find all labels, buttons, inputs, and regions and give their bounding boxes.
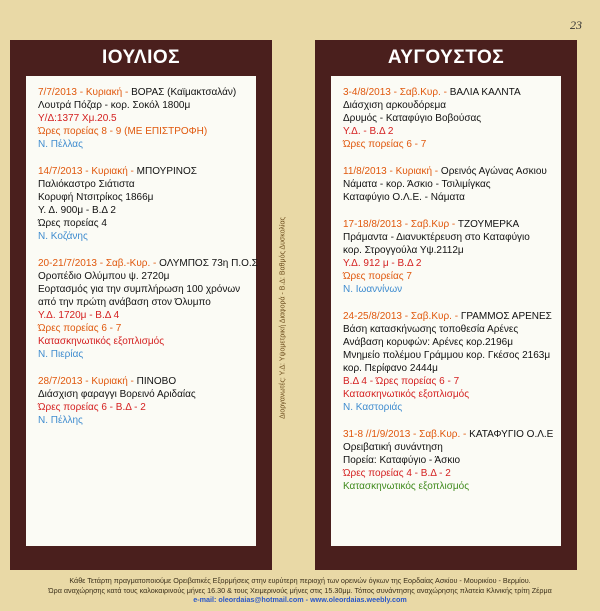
event-date: 31-8 //1/9/2013 - Σαβ.Κυρ. bbox=[343, 429, 461, 440]
event-heading bbox=[343, 86, 551, 99]
event-detail: Ν. Πιερίας bbox=[38, 349, 84, 360]
event-detail: Υ.Δ. 1720μ - Β.Δ 4 bbox=[38, 310, 120, 321]
event-detail: Διάσχιση αρκουδόρεμα bbox=[343, 100, 447, 111]
event-separator: - bbox=[451, 311, 461, 322]
event-detail: κορ. Στρογγούλα Υψ.2112μ bbox=[343, 245, 464, 256]
event-separator: - bbox=[449, 219, 458, 230]
footer-contact: e-mail: oleordaias@hotmail.com - www.oleordaias.weebly.com bbox=[193, 595, 407, 604]
event-detail: Β.Δ 4 - Ώρες πορείας 6 - 7 bbox=[343, 376, 460, 387]
event-destination: ΚΑΤΑΦΥΓΙΟ Ο.Λ.Ε bbox=[469, 429, 554, 440]
event-destination: Ορεινός Αγώνας Ασκιου bbox=[440, 166, 547, 177]
july-header: ΙΟΥΛΙΟΣ bbox=[101, 47, 181, 68]
august-event bbox=[343, 310, 551, 414]
july-event bbox=[38, 257, 258, 361]
event-destination: ΒΑΛΙΑ ΚΑΛΝΤΑ bbox=[449, 87, 521, 98]
event-detail: Ώρες πορείας 4 bbox=[38, 218, 107, 229]
event-date: 11/8/2013 - Κυριακή bbox=[343, 166, 433, 177]
event-detail: Υ. Δ. 900μ - Β.Δ 2 bbox=[38, 205, 116, 216]
event-detail: Ορειβατική συνάντηση bbox=[343, 442, 443, 453]
event-date: 14/7/2013 - Κυριακή bbox=[38, 166, 128, 177]
july-event bbox=[38, 375, 246, 427]
event-separator: - bbox=[122, 87, 132, 98]
event-detail: Κατασκηνωτικός εξοπλισμός bbox=[343, 389, 470, 400]
event-heading bbox=[38, 375, 246, 388]
event-separator: - bbox=[432, 166, 441, 177]
event-destination: ΒΟΡΑΣ (Καϊμακτσαλάν) bbox=[131, 87, 237, 98]
event-separator: - bbox=[440, 87, 450, 98]
event-detail: Ν. Καστοριάς bbox=[343, 402, 403, 413]
event-detail: Παλιόκαστρο Σιάτιστα bbox=[38, 179, 135, 190]
event-detail: Ν. Πέλλας bbox=[38, 139, 83, 150]
event-heading bbox=[343, 310, 551, 323]
event-detail: Ώρες πορείας 6 - 7 bbox=[38, 323, 122, 334]
footer-line-1: Κάθε Τετάρτη πραγματοποιούμε Ορειβατικές Εξορμήσεις στην ευρύτερη περιοχή των ορεινών όγκων της Εορδαίας Ασκίου - Μουρικίου - Βερμίου. bbox=[69, 576, 531, 585]
event-detail: Λουτρά Πόζαρ - κορ. Σοκόλ 1800μ bbox=[38, 100, 191, 111]
event-date: 3-4/8/2013 - Σαβ.Κυρ. bbox=[343, 87, 441, 98]
event-date: 17-18/8/2013 - Σαβ.Κυρ bbox=[343, 219, 450, 230]
july-event bbox=[38, 165, 246, 243]
event-destination: ΟΛΥΜΠΟΣ 73η Π.Ο.Σ bbox=[159, 258, 258, 269]
event-detail: Κορυφή Ντσιτρίκος 1866μ bbox=[38, 192, 154, 203]
event-detail: Κατασκηνωτικός εξοπλισμός bbox=[343, 481, 470, 492]
event-detail: Πορεία: Καταφύγιο - Άσκιο bbox=[343, 455, 461, 466]
event-destination: ΤΖΟΥΜΕΡΚΑ bbox=[457, 219, 520, 230]
august-column bbox=[315, 40, 577, 570]
event-detail: Ώρες πορείας 8 - 9 (ΜΕ ΕΠΙΣΤΡΟΦΗ) bbox=[38, 126, 208, 137]
july-schedule bbox=[26, 76, 256, 546]
event-heading bbox=[343, 428, 554, 441]
event-detail: Υ/Δ:1377 Χμ.20.5 bbox=[38, 113, 117, 124]
event-separator: - bbox=[150, 258, 160, 269]
event-detail: Υ.Δ. - Β.Δ 2 bbox=[343, 126, 394, 137]
august-event bbox=[343, 218, 551, 296]
event-detail: κορ. Περίφανο 2444μ bbox=[343, 363, 438, 374]
event-heading bbox=[38, 165, 246, 178]
july-event bbox=[38, 86, 246, 151]
august-header: ΑΥΓΟΥΣΤΟΣ bbox=[387, 47, 505, 68]
event-detail: Ώρες πορείας 4 - Β.Δ - 2 bbox=[343, 468, 451, 479]
event-heading bbox=[38, 257, 258, 270]
event-detail: από την πρώτη ανάβαση στον Όλυμπο bbox=[38, 297, 211, 308]
event-detail: Υ.Δ. 912 μ - Β.Δ 2 bbox=[343, 258, 422, 269]
legend-note: Διοργανωτές: Υ.Δ: Υψομετρική Διαφορά - Β.Δ: Βαθμός Δυσκολίας bbox=[279, 217, 287, 419]
event-detail: Καταφύγιο Ο.Λ.Ε. - Νάματα bbox=[343, 192, 465, 203]
event-detail: Εορτασμός για την συμπλήρωση 100 χρόνων bbox=[38, 284, 241, 295]
event-heading bbox=[343, 218, 551, 231]
event-date: 24-25/8/2013 - Σαβ.Κυρ. bbox=[343, 311, 452, 322]
event-detail: Ώρες πορείας 6 - Β.Δ - 2 bbox=[38, 402, 146, 413]
august-schedule bbox=[331, 76, 561, 546]
event-detail: Ώρες πορείας 7 bbox=[343, 271, 412, 282]
event-detail: Μνημείο πολέμου Γράμμου κορ. Γκέσος 2163μ bbox=[343, 350, 551, 361]
footer bbox=[0, 576, 600, 605]
event-detail: Ανάβαση κορυφών: Αρένες κορ.2196μ bbox=[343, 337, 513, 348]
page-number: 23 bbox=[570, 18, 582, 32]
event-separator: - bbox=[127, 166, 137, 177]
event-detail: Διάσχιση φαραγγι Βορεινό Αριδαίας bbox=[38, 389, 196, 400]
event-detail: Ν. Πέλλης bbox=[38, 415, 83, 426]
footer-line-2: Ώρα αναχώρησης κατά τους καλοκαιρινούς μήνες 16.30 & τους Χειμερινούς μήνες στις 15.30μμ. Τόπος συνάντησης αναχώρησης πλατεία Κλινικής τρίτη Ζέρμα bbox=[48, 585, 552, 595]
event-date: 28/7/2013 - Κυριακή bbox=[38, 376, 128, 387]
event-separator: - bbox=[460, 429, 470, 440]
event-detail: Ώρες πορείας 6 - 7 bbox=[343, 139, 427, 150]
august-event bbox=[343, 165, 551, 204]
event-destination: ΠΙΝΟΒΟ bbox=[136, 376, 177, 387]
august-event bbox=[343, 428, 554, 493]
event-detail: Οροπέδιο Ολύμπου ψ. 2720μ bbox=[38, 271, 170, 282]
event-separator: - bbox=[127, 376, 137, 387]
event-detail: Δρυμός - Καταφύγιο Βοβούσας bbox=[343, 113, 482, 124]
event-heading bbox=[38, 86, 246, 99]
event-detail: Ν. Κοζάνης bbox=[38, 231, 88, 242]
event-destination: ΓΡΑΜΜΟΣ ΑΡΕΝΕΣ bbox=[460, 311, 552, 322]
event-detail: Βάση κατασκήνωσης τοποθεσία Αρένες bbox=[343, 324, 519, 335]
august-event bbox=[343, 86, 551, 151]
event-date: 20-21/7/2013 - Σαβ.-Κυρ. bbox=[38, 258, 151, 269]
event-detail: Πράμαντα - Διανυκτέρευση στο Καταφύγιο bbox=[343, 232, 530, 243]
event-date: 7/7/2013 - Κυριακή bbox=[38, 87, 123, 98]
event-detail: Νάματα - κορ. Άσκιο - Τσιλιμίγκας bbox=[343, 179, 491, 190]
event-detail: Κατασκηνωτικός εξοπλισμός bbox=[38, 336, 165, 347]
july-column bbox=[10, 40, 272, 570]
event-destination: ΜΠΟΥΡΙΝΟΣ bbox=[136, 166, 197, 177]
event-heading bbox=[343, 165, 551, 178]
event-detail: Ν. Ιωαννίνων bbox=[343, 284, 403, 295]
